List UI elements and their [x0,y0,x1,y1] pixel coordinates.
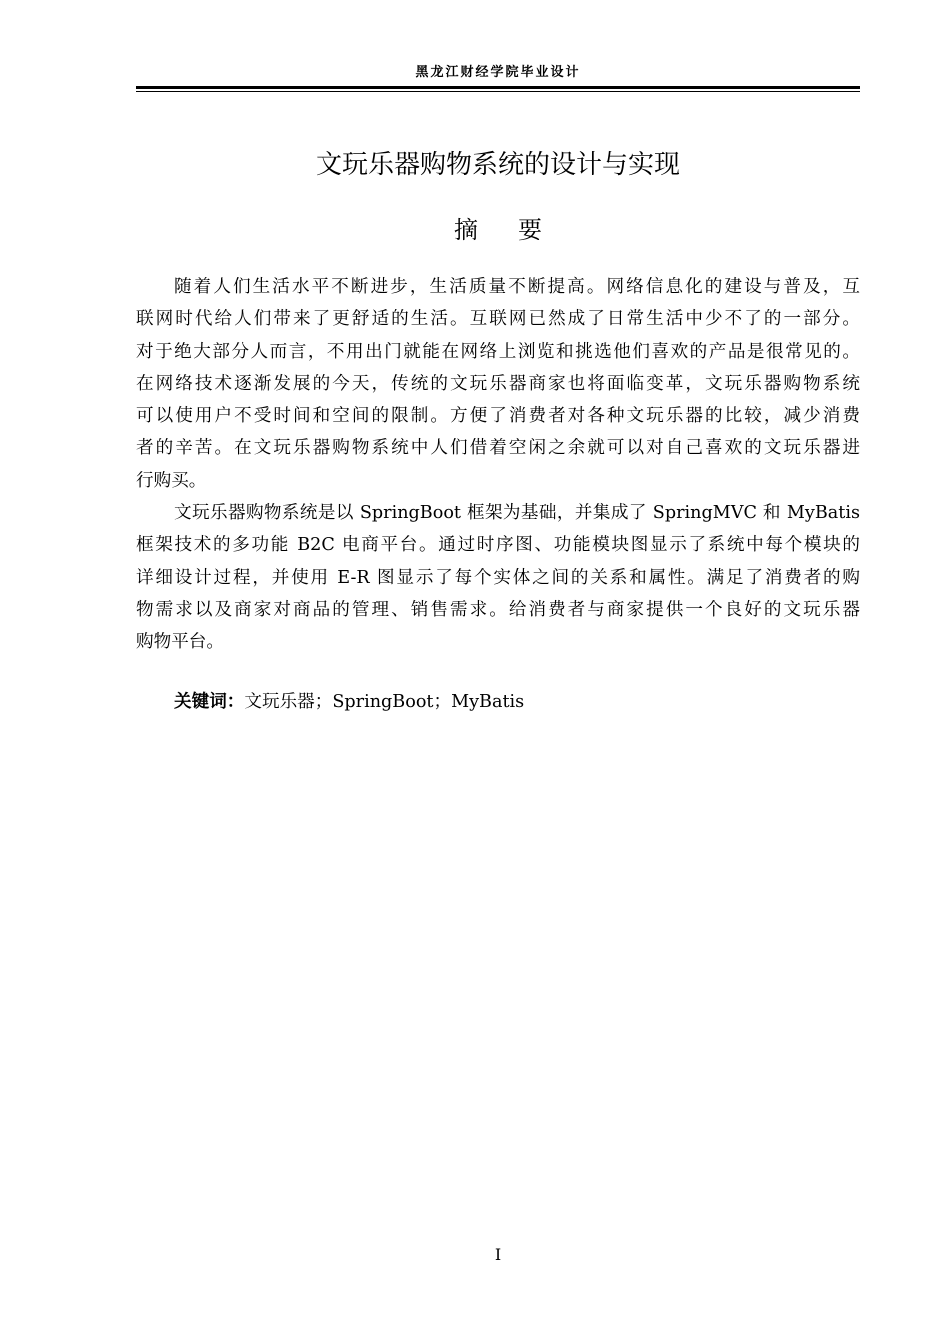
abstract-line: 可以使用户不受时间和空间的限制。方便了消费者对各种文玩乐器的比较，减少消费 [136,406,860,427]
header-rule-thick [136,86,860,89]
abstract-line: 文玩乐器购物系统是以 SpringBoot 框架为基础，并集成了 SpringMVC 和 MyBatis [174,503,860,524]
abstract-line: 联网时代给人们带来了更舒适的生活。互联网已然成了日常生活中少不了的一部分。 [136,309,860,330]
abstract-paragraph-1 [136,271,860,497]
keywords-label: 关键词： [174,692,245,712]
keywords-value: 文玩乐器；SpringBoot；MyBatis [244,692,525,712]
abstract-body [136,271,860,659]
abstract-line: 在网络技术逐渐发展的今天，传统的文玩乐器商家也将面临变革，文玩乐器购物系统 [136,373,860,394]
running-header: 黑龙江财经学院毕业设计 [415,65,581,80]
abstract-line: 购物平台。 [136,632,224,653]
abstract-paragraph-2 [136,497,860,658]
abstract-line: 对于绝大部分人而言，不用出门就能在网络上浏览和挑选他们喜欢的产品是很常见的。 [136,341,860,362]
thesis-title: 文玩乐器购物系统的设计与实现 [315,150,680,180]
abstract-line: 者的辛苦。在文玩乐器购物系统中人们借着空闲之余就可以对自己喜欢的文玩乐器进 [136,438,860,459]
page-number: I [494,1245,502,1264]
abstract-line: 框架技术的多功能 B2C 电商平台。通过时序图、功能模块图显示了系统中每个模块的 [136,535,860,556]
abstract-line: 详细设计过程，并使用 E-R 图显示了每个实体之间的关系和属性。满足了消费者的购 [136,567,860,588]
abstract-line: 随着人们生活水平不断进步，生活质量不断提高。网络信息化的建设与普及，互 [174,277,860,297]
header-rule-thin [136,91,860,92]
keywords [174,686,524,718]
abstract-line: 行购买。 [136,470,207,491]
abstract-heading: 摘要 [454,216,582,244]
abstract-line: 物需求以及商家对商品的管理、销售需求。给消费者与商家提供一个良好的文玩乐器 [136,599,860,620]
